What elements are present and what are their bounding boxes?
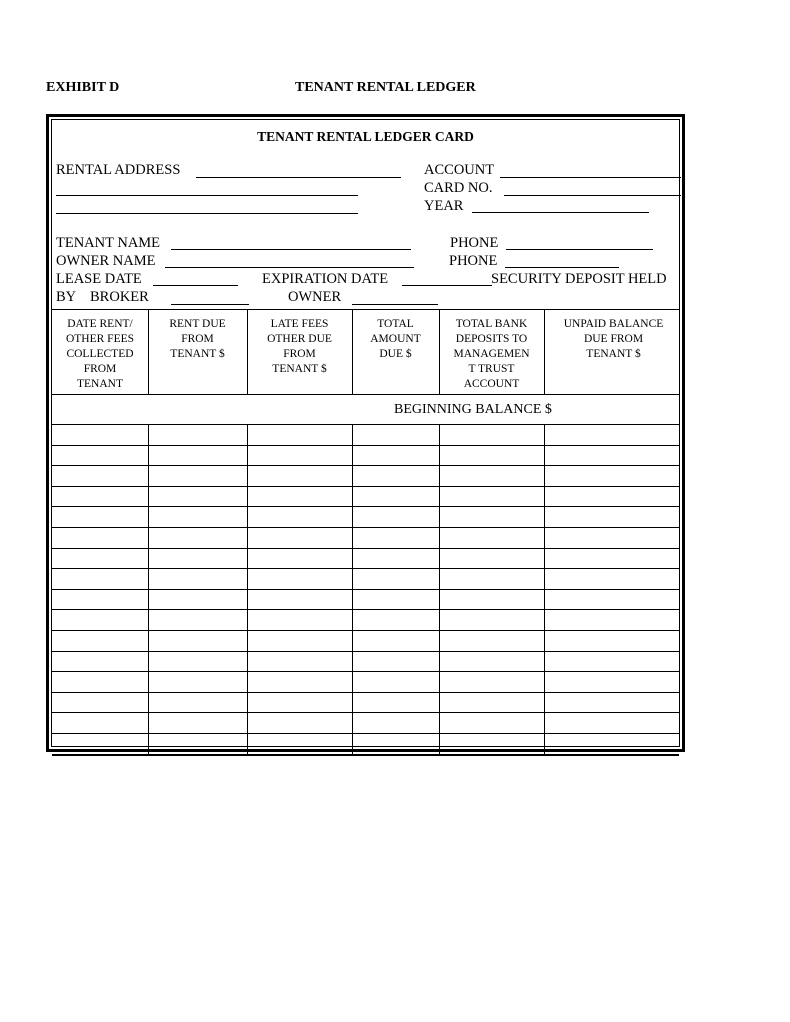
beginning-balance-border bbox=[52, 424, 679, 425]
column-header-line: LATE FEES bbox=[270, 318, 329, 330]
phone-label-1: PHONE bbox=[450, 235, 499, 251]
column-header-line: OTHER FEES bbox=[65, 333, 135, 345]
expiration-date-label: EXPIRATION DATE bbox=[262, 271, 389, 287]
ledger-card bbox=[46, 114, 685, 752]
table-row[interactable] bbox=[52, 651, 679, 652]
exhibit-label: EXHIBIT D bbox=[46, 80, 120, 95]
column-header-line: ACCOUNT bbox=[463, 378, 520, 390]
table-row[interactable] bbox=[52, 527, 679, 528]
table-row[interactable] bbox=[52, 609, 679, 610]
column-header-line: TENANT $ bbox=[170, 348, 225, 360]
column-header-line: DEPOSITS TO bbox=[455, 333, 528, 345]
table-row[interactable] bbox=[52, 692, 679, 693]
column-header-line: DUE FROM bbox=[583, 333, 644, 345]
column-divider bbox=[544, 309, 545, 394]
lease-date-label: LEASE DATE bbox=[56, 271, 142, 287]
column-header-line: TOTAL bbox=[377, 318, 414, 330]
broker-field[interactable] bbox=[171, 304, 249, 305]
rental-address-field-2[interactable] bbox=[56, 195, 358, 196]
column-header-line: COLLECTED bbox=[66, 348, 134, 360]
column-header-line: DATE RENT/ bbox=[67, 318, 133, 330]
year-label: YEAR bbox=[424, 198, 464, 214]
tenant-name-label: TENANT NAME bbox=[56, 235, 161, 251]
header-bottom-border bbox=[52, 394, 679, 395]
table-row[interactable] bbox=[52, 589, 679, 590]
column-header-line: AMOUNT bbox=[370, 333, 421, 345]
table-row[interactable] bbox=[52, 568, 679, 569]
column-divider bbox=[439, 309, 440, 394]
table-row[interactable] bbox=[52, 465, 679, 466]
column-header-line: T TRUST bbox=[468, 363, 515, 375]
owner-name-label: OWNER NAME bbox=[56, 253, 156, 269]
column-divider bbox=[439, 424, 440, 754]
column-header bbox=[352, 317, 439, 362]
column-header-line: OTHER DUE bbox=[267, 333, 332, 345]
rental-address-label: RENTAL ADDRESS bbox=[56, 162, 181, 178]
column-header-line: FROM bbox=[83, 363, 117, 375]
column-divider bbox=[247, 424, 248, 754]
owner-field[interactable] bbox=[352, 304, 438, 305]
card-no-field[interactable] bbox=[504, 195, 681, 196]
table-row[interactable] bbox=[52, 445, 679, 446]
column-header-line: TENANT $ bbox=[272, 363, 327, 375]
rental-address-field-3[interactable] bbox=[56, 213, 358, 214]
phone-field-1[interactable] bbox=[506, 249, 653, 250]
phone-field-2[interactable] bbox=[505, 267, 619, 268]
table-top-border bbox=[52, 309, 679, 310]
table-row[interactable] bbox=[52, 548, 679, 549]
beginning-balance-label: BEGINNING BALANCE $ bbox=[394, 402, 552, 417]
column-divider bbox=[544, 424, 545, 754]
column-header-line: UNPAID BALANCE bbox=[563, 318, 664, 330]
column-divider bbox=[247, 309, 248, 394]
table-row[interactable] bbox=[52, 671, 679, 672]
column-header-line: RENT DUE bbox=[169, 318, 226, 330]
table-row[interactable] bbox=[52, 733, 679, 734]
phone-label-2: PHONE bbox=[449, 253, 498, 269]
column-divider bbox=[352, 309, 353, 394]
column-header bbox=[52, 317, 148, 392]
table-row[interactable] bbox=[52, 486, 679, 487]
card-title: TENANT RENTAL LEDGER CARD bbox=[257, 129, 474, 144]
expiration-date-field[interactable] bbox=[402, 285, 492, 286]
column-header bbox=[148, 317, 247, 362]
tenant-name-field[interactable] bbox=[171, 249, 411, 250]
owner-label: OWNER bbox=[288, 289, 342, 305]
column-header bbox=[544, 317, 683, 362]
security-deposit-label: SECURITY DEPOSIT HELD bbox=[491, 271, 667, 287]
column-divider bbox=[352, 424, 353, 754]
ledger-card-inner bbox=[51, 119, 680, 747]
column-header-line: FROM bbox=[283, 348, 316, 360]
column-header bbox=[247, 317, 352, 377]
table-row[interactable] bbox=[52, 506, 679, 507]
column-divider bbox=[148, 309, 149, 394]
column-header-line: TENANT bbox=[77, 378, 123, 390]
page-title: TENANT RENTAL LEDGER bbox=[295, 80, 476, 95]
table-row[interactable] bbox=[52, 712, 679, 713]
owner-name-field[interactable] bbox=[165, 267, 414, 268]
column-header bbox=[439, 317, 544, 392]
lease-date-field[interactable] bbox=[153, 285, 238, 286]
by-label: BY bbox=[56, 289, 77, 305]
account-field[interactable] bbox=[500, 177, 681, 178]
column-header-line: TENANT $ bbox=[586, 348, 641, 360]
table-row[interactable] bbox=[52, 754, 679, 756]
table-row[interactable] bbox=[52, 630, 679, 631]
account-label: ACCOUNT bbox=[424, 162, 495, 178]
column-header-line: MANAGEMEN bbox=[453, 348, 530, 360]
year-field[interactable] bbox=[472, 212, 649, 213]
column-divider bbox=[148, 424, 149, 754]
column-header-line: TOTAL BANK bbox=[455, 318, 528, 330]
column-header-line: DUE $ bbox=[379, 348, 412, 360]
rental-address-field[interactable] bbox=[196, 177, 401, 178]
card-no-label: CARD NO. bbox=[424, 180, 493, 196]
column-header-line: FROM bbox=[181, 333, 214, 345]
broker-label: BROKER bbox=[90, 289, 149, 305]
